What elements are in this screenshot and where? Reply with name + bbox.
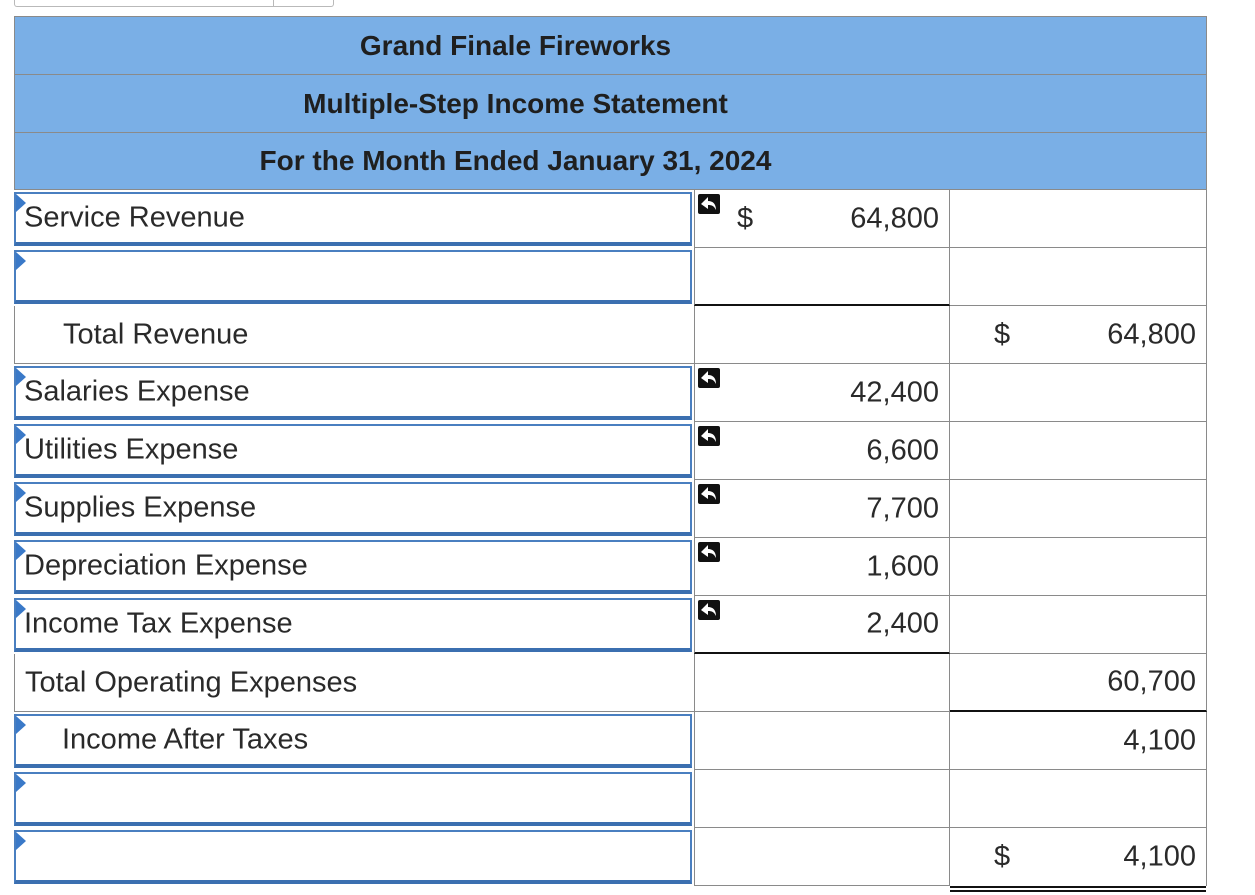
- total-input[interactable]: [950, 248, 1207, 306]
- amount-input[interactable]: [694, 364, 950, 422]
- amount-input[interactable]: [694, 828, 950, 886]
- statement-title: Multiple-Step Income Statement: [14, 74, 1207, 132]
- account-select[interactable]: [14, 830, 692, 884]
- amount-input[interactable]: [694, 654, 950, 712]
- amount-input[interactable]: [694, 538, 950, 596]
- total-input[interactable]: [950, 596, 1207, 654]
- account-select[interactable]: [14, 714, 692, 768]
- amount-value: 60,700: [1107, 665, 1196, 698]
- income-statement: [14, 16, 1207, 886]
- amount-value: 7,700: [866, 492, 939, 524]
- static-label-cell: [14, 306, 694, 364]
- account-select[interactable]: [14, 482, 692, 536]
- total-input[interactable]: [950, 190, 1207, 248]
- total-input[interactable]: [950, 422, 1207, 480]
- total-input[interactable]: [950, 538, 1207, 596]
- total-input[interactable]: [950, 828, 1207, 886]
- table-row: [14, 770, 1207, 828]
- double-underline: [950, 886, 1206, 892]
- total-input[interactable]: [950, 770, 1207, 828]
- account-select[interactable]: [14, 366, 692, 420]
- account-select[interactable]: [14, 540, 692, 594]
- account-label: Salaries Expense: [24, 375, 250, 408]
- amount-input[interactable]: [694, 248, 950, 306]
- account-select[interactable]: [14, 192, 692, 246]
- currency-symbol: $: [737, 202, 754, 234]
- reply-arrow-icon[interactable]: [698, 542, 720, 562]
- account-label: Income After Taxes: [62, 723, 309, 756]
- account-label: Utilities Expense: [24, 433, 239, 466]
- currency-symbol: $: [994, 840, 1011, 873]
- amount-value: 4,100: [1123, 840, 1196, 873]
- company-name: Grand Finale Fireworks: [14, 16, 1207, 74]
- amount-input[interactable]: [694, 480, 950, 538]
- table-row: [14, 654, 1207, 712]
- amount-input[interactable]: [694, 306, 950, 364]
- amount-input[interactable]: [694, 770, 950, 828]
- amount-value: 6,600: [866, 434, 939, 466]
- reply-arrow-icon[interactable]: [698, 426, 720, 446]
- total-input[interactable]: [950, 364, 1207, 422]
- dropdown-flag-icon: [16, 716, 26, 734]
- total-input[interactable]: [950, 480, 1207, 538]
- dropdown-flag-icon: [16, 774, 26, 792]
- reply-arrow-icon[interactable]: [698, 600, 720, 620]
- row-label: Total Revenue: [63, 318, 249, 350]
- amount-value: 1,600: [866, 550, 939, 582]
- total-input[interactable]: [950, 712, 1207, 770]
- dropdown-flag-icon: [16, 252, 26, 270]
- reply-arrow-icon[interactable]: [698, 194, 720, 214]
- currency-symbol: $: [994, 318, 1011, 350]
- table-row: [14, 712, 1207, 770]
- amount-input[interactable]: [694, 422, 950, 480]
- amount-input[interactable]: [694, 712, 950, 770]
- reply-arrow-icon[interactable]: [698, 484, 720, 504]
- total-input[interactable]: [950, 654, 1207, 712]
- top-tab-strip: [14, 0, 334, 7]
- account-select[interactable]: [14, 598, 692, 652]
- total-input[interactable]: [950, 306, 1207, 364]
- amount-value: 64,800: [1107, 318, 1196, 350]
- account-select[interactable]: [14, 772, 692, 826]
- table-row: [14, 828, 1207, 886]
- statement-period: For the Month Ended January 31, 2024: [14, 132, 1207, 190]
- account-label: Service Revenue: [24, 201, 245, 234]
- table-row: [14, 248, 1207, 306]
- table-row: [14, 306, 1207, 364]
- table-row: [14, 364, 1207, 422]
- reply-arrow-icon[interactable]: [698, 368, 720, 388]
- table-row: [14, 538, 1207, 596]
- account-label: Depreciation Expense: [24, 549, 308, 582]
- amount-value: 64,800: [850, 202, 939, 234]
- amount-value: 4,100: [1123, 724, 1196, 756]
- account-select[interactable]: [14, 424, 692, 478]
- account-select[interactable]: [14, 250, 692, 304]
- table-row: [14, 190, 1207, 248]
- amount-value: 2,400: [866, 607, 939, 640]
- account-label: Supplies Expense: [24, 491, 257, 524]
- amount-input[interactable]: [694, 596, 950, 654]
- dropdown-flag-icon: [16, 832, 26, 850]
- table-row: [14, 480, 1207, 538]
- amount-input[interactable]: [694, 190, 950, 248]
- table-row: [14, 596, 1207, 654]
- table-row: [14, 422, 1207, 480]
- account-label: Income Tax Expense: [24, 607, 293, 640]
- row-label: Total Operating Expenses: [25, 666, 358, 698]
- amount-value: 42,400: [850, 376, 939, 408]
- static-label-cell: [14, 654, 694, 712]
